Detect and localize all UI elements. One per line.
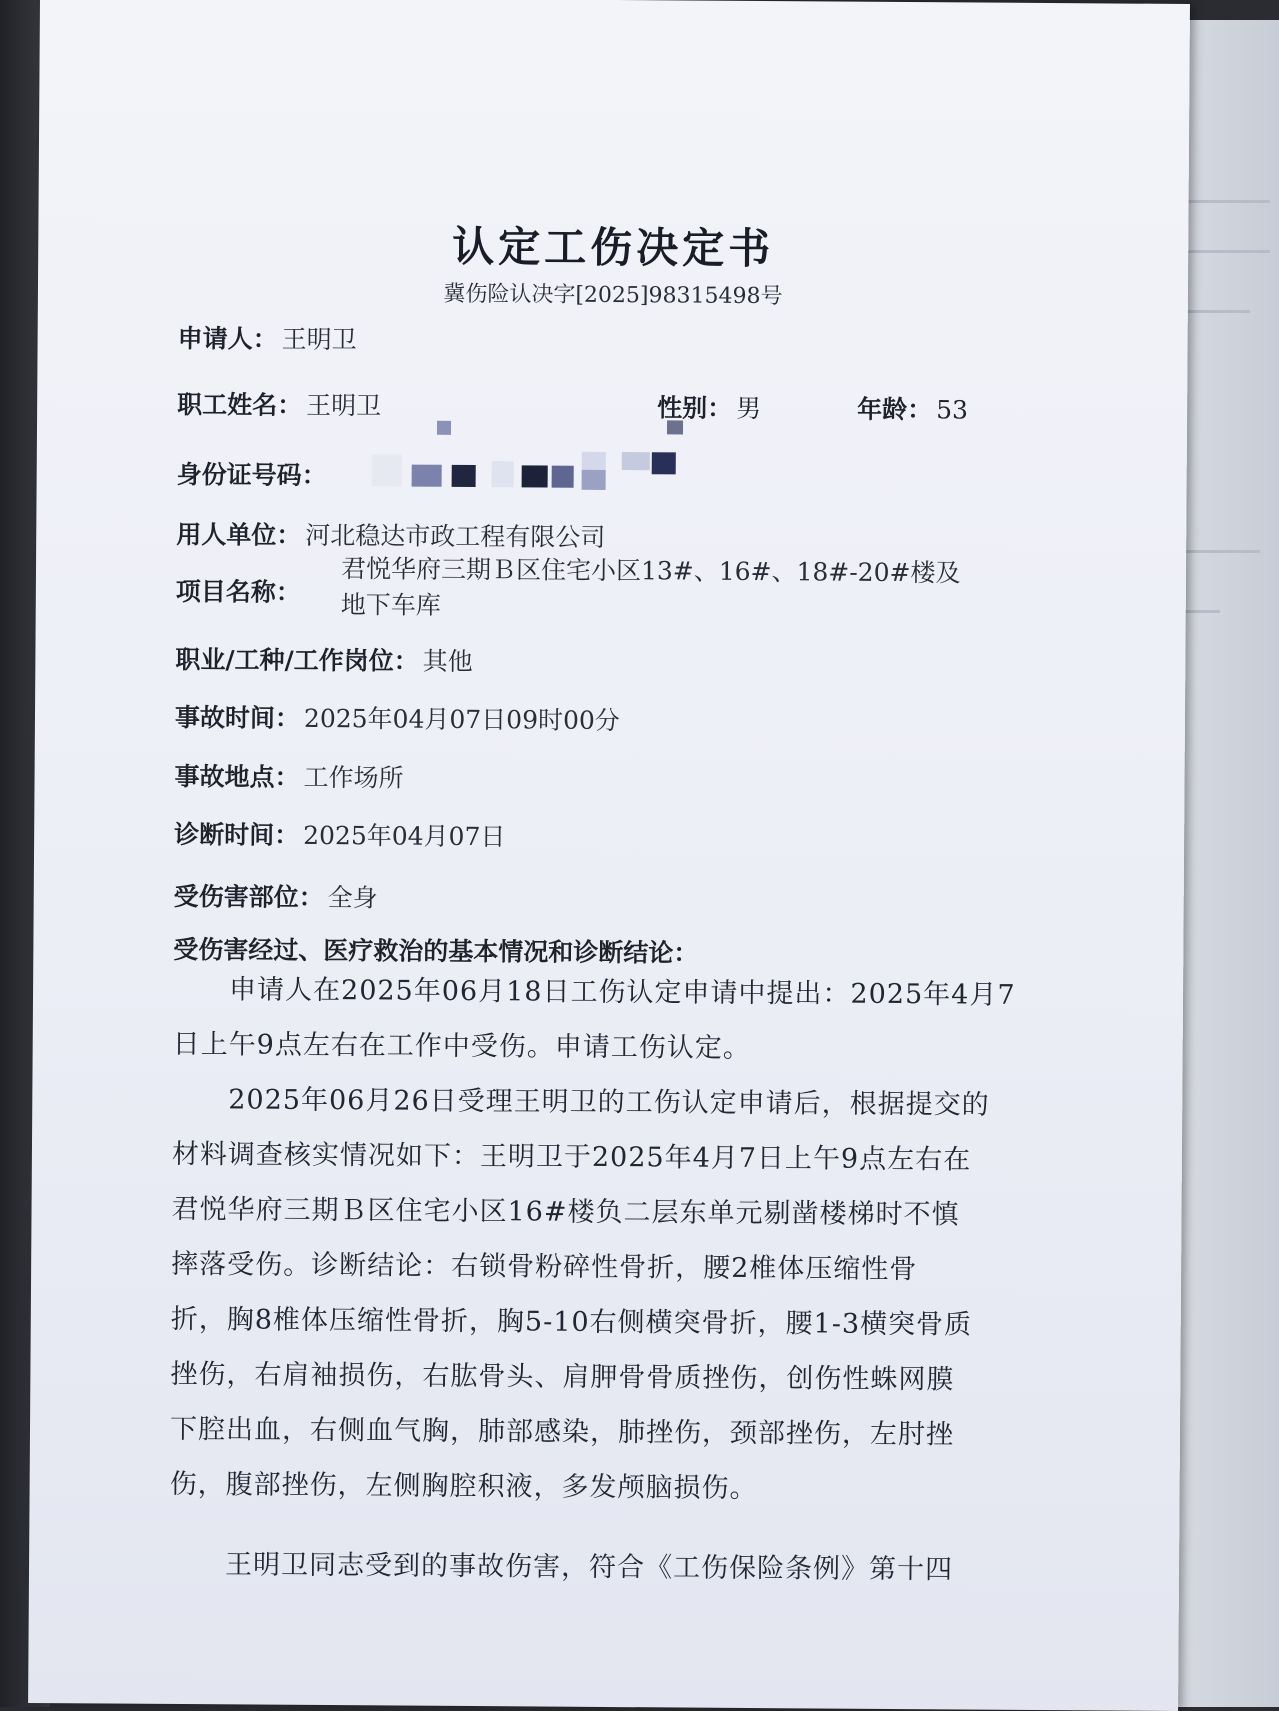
field-label: 性别： (657, 393, 733, 423)
paragraph-line: 下腔出血，右侧血气胸，肺部感染，肺挫伤，颈部挫伤，左肘挫 (169, 1413, 955, 1451)
project-line-1: 君悦华府三期Ｂ区住宅小区13#、16#、18#-20#楼及 (340, 554, 961, 588)
field-label: 申请人： (177, 323, 278, 354)
paragraph-2 (169, 1072, 1102, 1518)
field-value: 王明卫 (306, 390, 382, 421)
field-label: 事故时间： (174, 702, 301, 733)
field-diagnosis-time (174, 815, 506, 853)
paragraph-line: 伤，腹部挫伤，左侧胸腔积液，多发颅脑损伤。 (169, 1468, 758, 1505)
field-label: 职工姓名： (177, 389, 303, 420)
field-value: 工作场所 (303, 762, 404, 793)
field-value: 河北稳达市政工程有限公司 (305, 520, 606, 552)
field-label: 诊断时间： (174, 819, 300, 850)
field-gender (657, 388, 761, 425)
field-value: 其他 (422, 646, 473, 677)
paragraph-1 (173, 962, 1104, 1078)
field-id-number (177, 455, 327, 492)
paragraph-line: 摔落受伤。诊断结论：右锁骨粉碎性骨折，腰2椎体压缩性骨 (171, 1248, 918, 1286)
field-age (857, 390, 968, 427)
paragraph-line: 2025年06月26日受理王明卫的工伤认定申请后，根据提交的 (172, 1083, 990, 1121)
field-label: 年龄： (857, 394, 933, 425)
paragraph-3 (169, 1537, 1099, 1598)
field-applicant (178, 319, 357, 356)
field-label: 身份证号码： (176, 459, 327, 490)
field-label: 用人单位： (176, 519, 302, 550)
document-number: 冀伤险认决字[2025]98315498号 (443, 281, 783, 310)
paragraph-line: 申请人在2025年06月18日工伤认定申请中提出：2025年4月7 (172, 973, 1016, 1011)
field-worker-name (177, 385, 381, 422)
field-value: 王明卫 (281, 324, 357, 355)
paragraph-line: 日上午9点左右在工作中受伤。申请工伤认定。 (172, 1028, 751, 1064)
project-line-2: 地下车库 (340, 590, 441, 620)
field-label: 职业/工种/工作岗位： (175, 644, 419, 676)
field-value: 男 (736, 393, 762, 424)
field-value: 2025年04月07日09时00分 (303, 703, 620, 736)
field-project-value (341, 551, 1061, 628)
field-occupation (175, 640, 473, 678)
paragraph-line: 折，胸8椎体压缩性骨折，胸5-10右侧横突骨折，腰1-3横突骨质 (170, 1303, 973, 1341)
document-page (28, 0, 1190, 1711)
paragraph-line: 材料调查核实情况如下：王明卫于2025年4月7日上午9点左右在 (171, 1138, 972, 1176)
field-label: 事故地点： (174, 761, 300, 792)
paragraph-line: 王明卫同志受到的事故伤害，符合《工伤保险条例》第十四 (168, 1548, 954, 1586)
field-value: 53 (936, 395, 969, 425)
field-accident-place (174, 757, 403, 795)
field-employer (176, 515, 605, 554)
field-project-label (176, 572, 301, 609)
field-value: 2025年04月07日 (303, 820, 506, 852)
field-label: 受伤害部位： (173, 881, 324, 912)
field-accident-time (175, 698, 620, 737)
section-heading: 受伤害经过、医疗救治的基本情况和诊断结论： (173, 934, 699, 968)
paragraph-line: 挫伤，右肩袖损伤，右肱骨头、肩胛骨骨质挫伤，创伤性蛛网膜 (170, 1358, 955, 1396)
document-title: 认定工伤决定书 (452, 221, 775, 274)
paragraph-line: 君悦华府三期Ｂ区住宅小区16#楼负二层东单元剔凿楼梯时不慎 (171, 1193, 960, 1231)
field-injured-part (174, 877, 378, 914)
field-label: 项目名称： (175, 576, 301, 607)
field-value: 全身 (327, 883, 378, 913)
id-number-mosaic (372, 450, 712, 492)
redaction-mark (437, 421, 451, 435)
